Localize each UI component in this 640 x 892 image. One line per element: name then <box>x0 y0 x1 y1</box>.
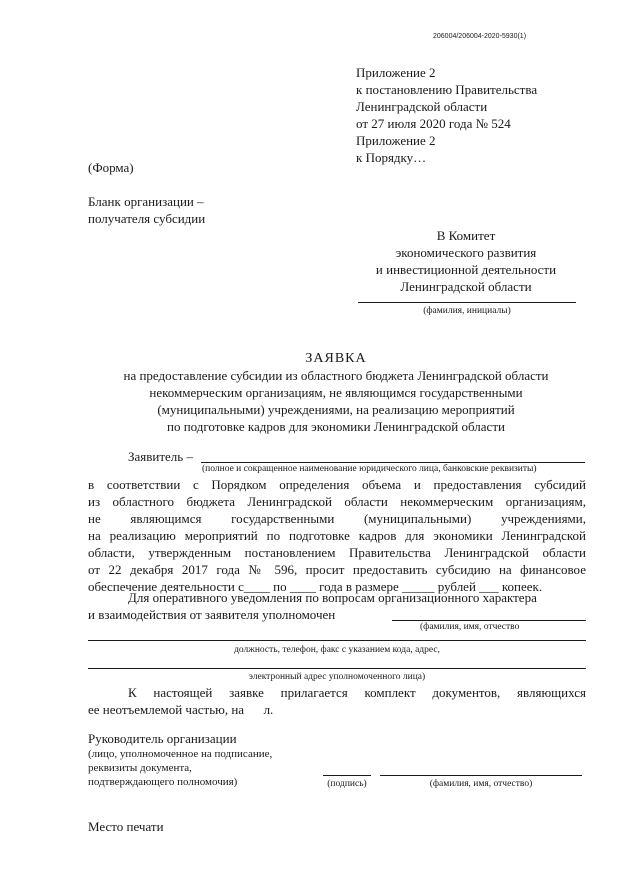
org-blank-line: Бланк организации – <box>88 194 204 209</box>
contact-caption-3: электронный адрес уполномоченного лица) <box>248 672 426 682</box>
addressee-block <box>356 227 576 295</box>
contact-caption-1: (фамилия, имя, отчество <box>420 622 520 632</box>
body-line: от 22 декабря 2017 года № 596, просит предоставить субсидию на финансовое <box>88 562 586 577</box>
attachment-line-2: ее неотъемлемой частью, на л. <box>88 702 274 717</box>
organization-blank <box>88 193 205 227</box>
subtitle-line: некоммерческим организациям, не являющимся государственными <box>149 385 523 400</box>
signature-input-line[interactable] <box>323 775 371 776</box>
addressee-line: и инвестиционной деятельности <box>375 262 557 277</box>
contact-person-input-line[interactable] <box>392 620 586 621</box>
body-line: на реализацию мероприятий по подготовке кадров для экономики Ленинградской <box>88 528 586 543</box>
contact-line-1: Для оперативного уведомления по вопросам организационного характера <box>128 590 537 605</box>
contact-email-input-line[interactable] <box>88 668 586 669</box>
head-detail-line: (лицо, уполномоченное на подписание, <box>88 748 273 760</box>
form-label: (Форма) <box>88 160 134 175</box>
appendix-line: к Порядку… <box>356 150 427 165</box>
org-blank-line: получателя субсидии <box>88 211 206 226</box>
document-title: ЗАЯВКА <box>305 351 367 366</box>
body-paragraph <box>88 476 586 595</box>
head-detail-line: реквизиты документа, <box>88 762 192 774</box>
stamp-label: Место печати <box>88 819 164 834</box>
body-line: не являющимся государственными (муниципальными) учреждениями, <box>88 511 586 526</box>
appendix-line: Приложение 2 <box>356 65 436 80</box>
appendix-block <box>356 64 537 166</box>
addressee-line: экономического развития <box>395 245 537 260</box>
body-line: в соответствии с Порядком определения объема и предоставления субсидий <box>88 477 586 492</box>
addressee-line: В Комитет <box>436 228 496 243</box>
contact-details-input-line[interactable] <box>88 640 586 641</box>
contact-line-2: и взаимодействия от заявителя уполномочен <box>88 607 336 622</box>
addressee-signature-line[interactable] <box>358 302 576 303</box>
body-line: области, утвержденным постановлением Правительства Ленинградской области <box>88 545 586 560</box>
head-of-organization-block <box>88 730 272 789</box>
head-name-input-line[interactable] <box>380 775 582 776</box>
applicant-caption: (полное и сокращенное наименование юридического лица, банковские реквизиты) <box>202 464 537 474</box>
addressee-line: Ленинградской области <box>400 279 532 294</box>
document-id: 206004/206004-2020-5930(1) <box>433 33 527 40</box>
addressee-caption: (фамилия, инициалы) <box>423 306 511 316</box>
body-line-last: обеспечение деятельности с____ по ____ года в размере _____ рублей ___ копеек. <box>88 579 543 594</box>
signature-caption: (подпись) <box>327 779 367 789</box>
applicant-input-line[interactable] <box>201 462 585 463</box>
subtitle-line: на предоставление субсидии из областного бюджета Ленинградской области <box>123 368 549 383</box>
appendix-line: Приложение 2 <box>356 133 436 148</box>
appendix-line: от 27 июля 2020 года № 524 <box>356 116 511 131</box>
subtitle-line: (муниципальными) учреждениями, на реализацию мероприятий <box>157 402 515 417</box>
contact-caption-2: должность, телефон, факс с указанием кода, адрес, <box>234 645 440 655</box>
head-detail-line: подтверждающего полномочия) <box>88 776 238 788</box>
applicant-label: Заявитель – <box>128 449 193 464</box>
document-subtitle <box>88 367 584 435</box>
appendix-line: Ленинградской области <box>356 99 488 114</box>
head-name-caption: (фамилия, имя, отчество) <box>429 779 533 789</box>
body-line: из областного бюджета Ленинградской области некоммерческим организациям, <box>88 494 586 509</box>
head-title: Руководитель организации <box>88 731 237 746</box>
appendix-line: к постановлению Правительства <box>356 82 538 97</box>
attachment-line-1: К настоящей заявке прилагается комплект документов, являющихся <box>128 685 586 700</box>
subtitle-line: по подготовке кадров для экономики Ленинградской области <box>167 419 505 434</box>
